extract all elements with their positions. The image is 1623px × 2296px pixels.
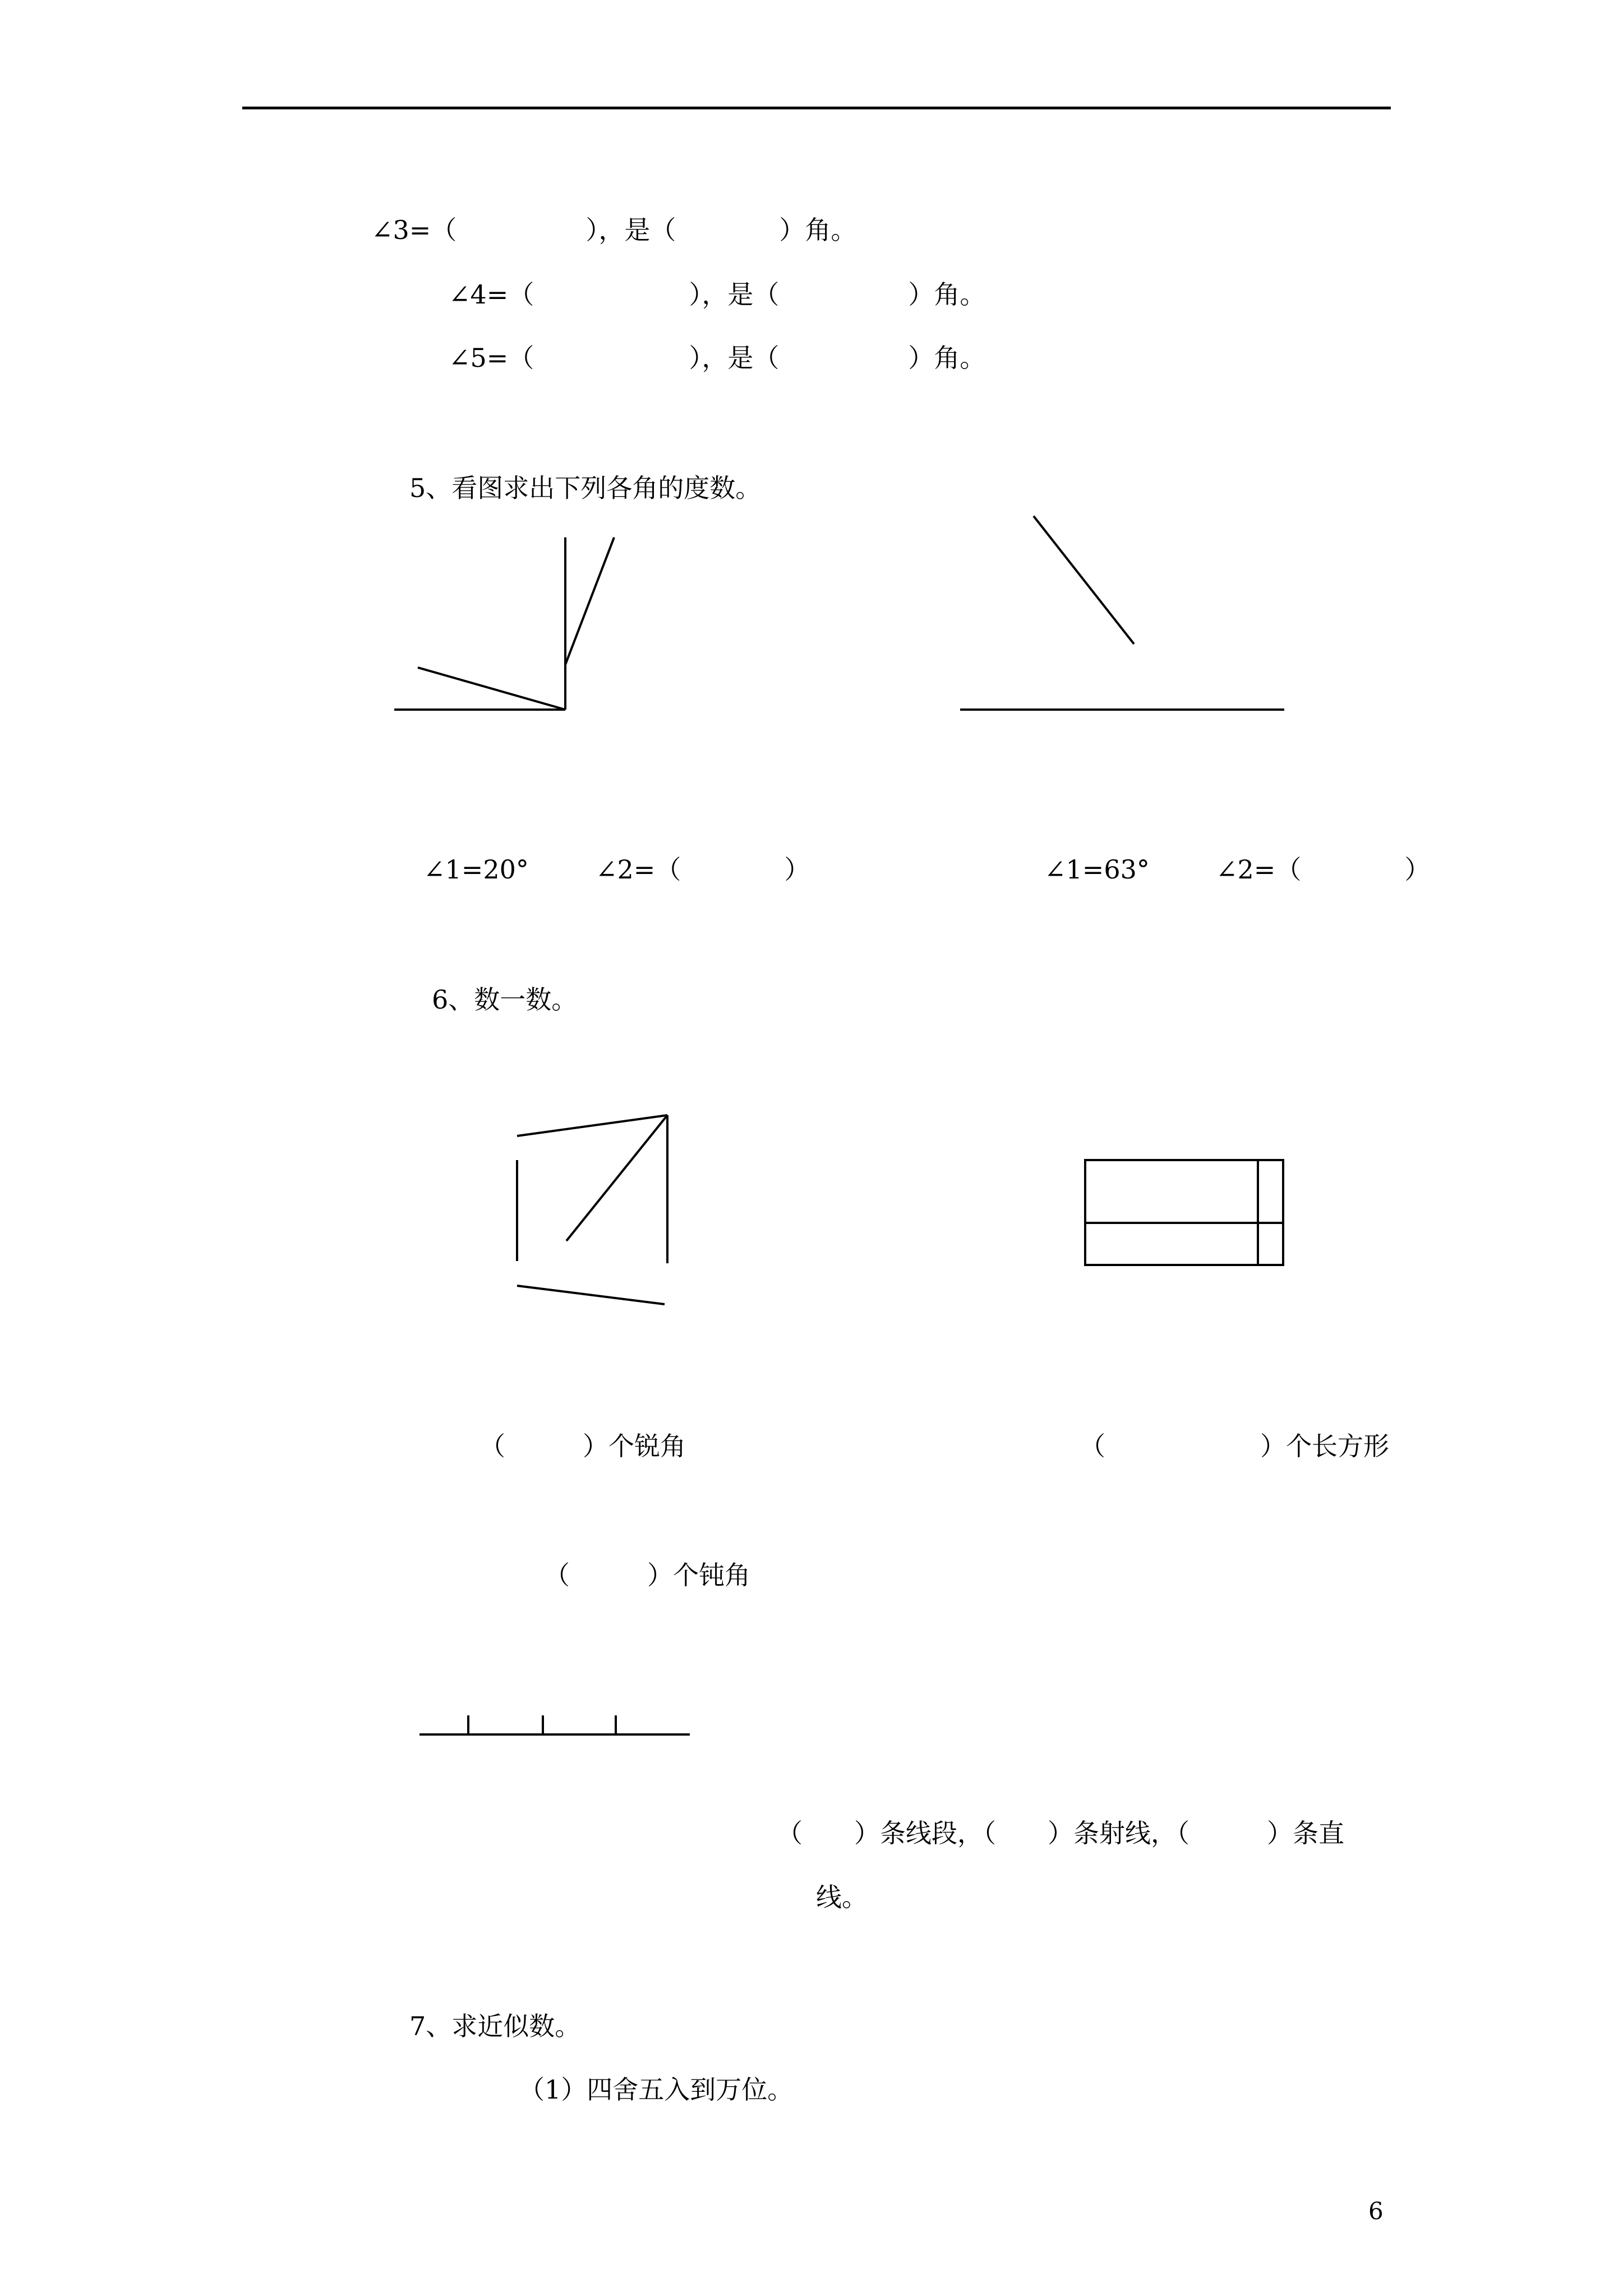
q5-right-angle-figure: [960, 516, 1284, 710]
angle-4-line: ∠4=（ ），是（ ）角。: [449, 279, 986, 310]
angle-3-line: ∠3=（ ），是（ ）角。: [371, 215, 857, 245]
q6-title: 6、数一数。: [432, 984, 578, 1015]
q6-obtuse-count: （ ）个钝角: [544, 1560, 750, 1590]
q5-left-angle-figure: [394, 537, 614, 710]
angle-5-line: ∠5=（ ），是（ ）角。: [449, 343, 986, 373]
q6-lines-count: （ ）条线段，（ ）条射线，（ ）条直: [777, 1818, 1344, 1848]
q6-segment-line-figure: [419, 1715, 690, 1734]
q7-sub1: （1）四舍五入到万位。: [519, 2074, 794, 2105]
q6-rect-count: （ ）个长方形: [1080, 1431, 1389, 1461]
q5-left-angle1: ∠1=20°: [423, 854, 529, 885]
q6-angles-figure: [517, 1115, 667, 1304]
page-number: 6: [1368, 2197, 1384, 2225]
q6-rectangles-figure: [1085, 1160, 1283, 1265]
q6-lines-count-cont: 线。: [816, 1882, 868, 1912]
q5-left-angle2: ∠2=（ ）: [596, 854, 810, 885]
q6-acute-count: （ ）个锐角: [479, 1431, 686, 1461]
q5-title: 5、看图求出下列各角的度数。: [409, 473, 762, 503]
q5-right-angle2: ∠2=（ ）: [1216, 854, 1431, 885]
q5-right-angle1: ∠1=63°: [1044, 854, 1150, 885]
q7-title: 7、求近似数。: [409, 2011, 581, 2041]
